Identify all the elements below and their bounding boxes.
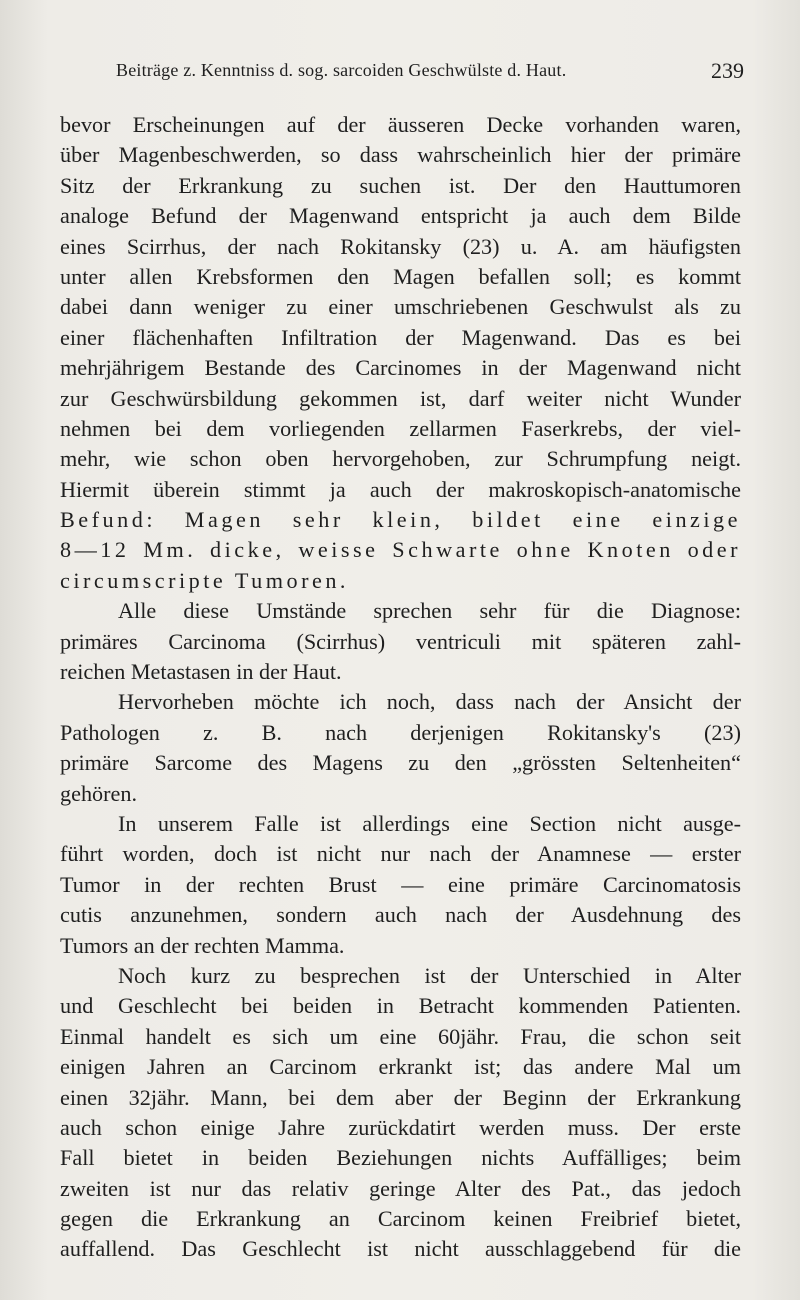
text-line: über Magenbeschwerden, so dass wahrscheinlich hier der primäre [60, 142, 741, 168]
text-line: eines Scirrhus, der nach Rokitansky (23) u. A. am häufigsten [60, 233, 741, 259]
text-line: und Geschlecht bei beiden in Betracht kommenden Patienten. [60, 993, 741, 1019]
text-line: zur Geschwürsbildung gekommen ist, darf weiter nicht Wunder [60, 385, 741, 411]
text-line: bevor Erscheinungen auf der äusseren Decke vorhanden waren, [60, 112, 741, 137]
text-line: Sitz der Erkrankung zu suchen ist. Der den Hauttumoren [60, 172, 741, 198]
text-line: einer flächenhaften Infiltration der Magenwand. Das es bei [60, 324, 741, 350]
text-line: unter allen Krebsformen den Magen befallen soll; es kommt [60, 263, 741, 289]
text-line: einigen Jahren an Carcinom erkrankt ist; das andere Mal um [60, 1054, 741, 1080]
text-line: Hiermit überein stimmt ja auch der makroskopisch-anatomische [60, 476, 741, 502]
text-line: dabei dann weniger zu einer umschriebenen Geschwulst als zu [60, 294, 741, 320]
text-line: Fall bietet in beiden Beziehungen nichts Auffälliges; beim [60, 1145, 741, 1171]
running-title: Beiträge z. Kenntniss d. sog. sarcoiden Geschwülste d. Haut. [116, 60, 567, 80]
text-line: einen 32jähr. Mann, bei dem aber der Beginn der Erkrankung [60, 1084, 741, 1110]
text-line: Noch kurz zu besprechen ist der Unterschied in Alter [118, 962, 741, 988]
text-line: zweiten ist nur das relativ geringe Alter des Pat., das jedoch [60, 1175, 741, 1201]
text-line: Einmal handelt es sich um eine 60jähr. Frau, die schon seit [60, 1023, 741, 1049]
text-line: primäres Carcinoma (Scirrhus) ventriculi mit späteren zahl- [60, 628, 741, 654]
body-text [60, 110, 741, 1265]
text-line: In unserem Falle ist allerdings eine Section nicht ausge- [118, 810, 741, 836]
text-line: auffallend. Das Geschlecht ist nicht ausschlaggebend für die [60, 1236, 741, 1262]
text-line: führt worden, doch ist nicht nur nach der Anamnese — erster [60, 841, 741, 867]
text-line: primäre Sarcome des Magens zu den „grössten Seltenheiten“ [60, 750, 741, 776]
text-line: gegen die Erkrankung an Carcinom keinen Freibrief bietet, [60, 1206, 741, 1232]
text-line: mehr, wie schon oben hervorgehoben, zur Schrumpfung neigt. [60, 446, 741, 472]
text-line: Tumors an der rechten Mamma. [60, 932, 345, 958]
text-line: Alle diese Umstände sprechen sehr für die Diagnose: [118, 598, 741, 624]
text-line: auch schon einige Jahre zurückdatirt werden muss. Der erste [60, 1114, 741, 1140]
text-line: mehrjährigem Bestande des Carcinomes in der Magenwand nicht [60, 355, 741, 381]
text-line: analoge Befund der Magenwand entspricht ja auch dem Bilde [60, 203, 741, 229]
page-header [116, 58, 744, 86]
text-line: gehören. [60, 780, 138, 806]
text-line: Befund: Magen sehr klein, bildet eine einzige [60, 507, 741, 533]
text-line: Hervorheben möchte ich noch, dass nach der Ansicht der [118, 689, 741, 715]
text-line: circumscripte Tumoren. [60, 567, 349, 593]
text-line: cutis anzunehmen, sondern auch nach der Ausdehnung des [60, 902, 741, 928]
text-line: 8—12 Mm. dicke, weisse Schwarte ohne Knoten oder [60, 537, 741, 563]
text-line: Tumor in der rechten Brust — eine primäre Carcinomatosis [60, 871, 741, 897]
text-line: reichen Metastasen in der Haut. [60, 659, 342, 685]
page-number: 239 [711, 58, 744, 83]
text-line: nehmen bei dem vorliegenden zellarmen Faserkrebs, der viel- [60, 415, 741, 441]
text-line: Pathologen z. B. nach derjenigen Rokitansky's (23) [60, 719, 741, 745]
